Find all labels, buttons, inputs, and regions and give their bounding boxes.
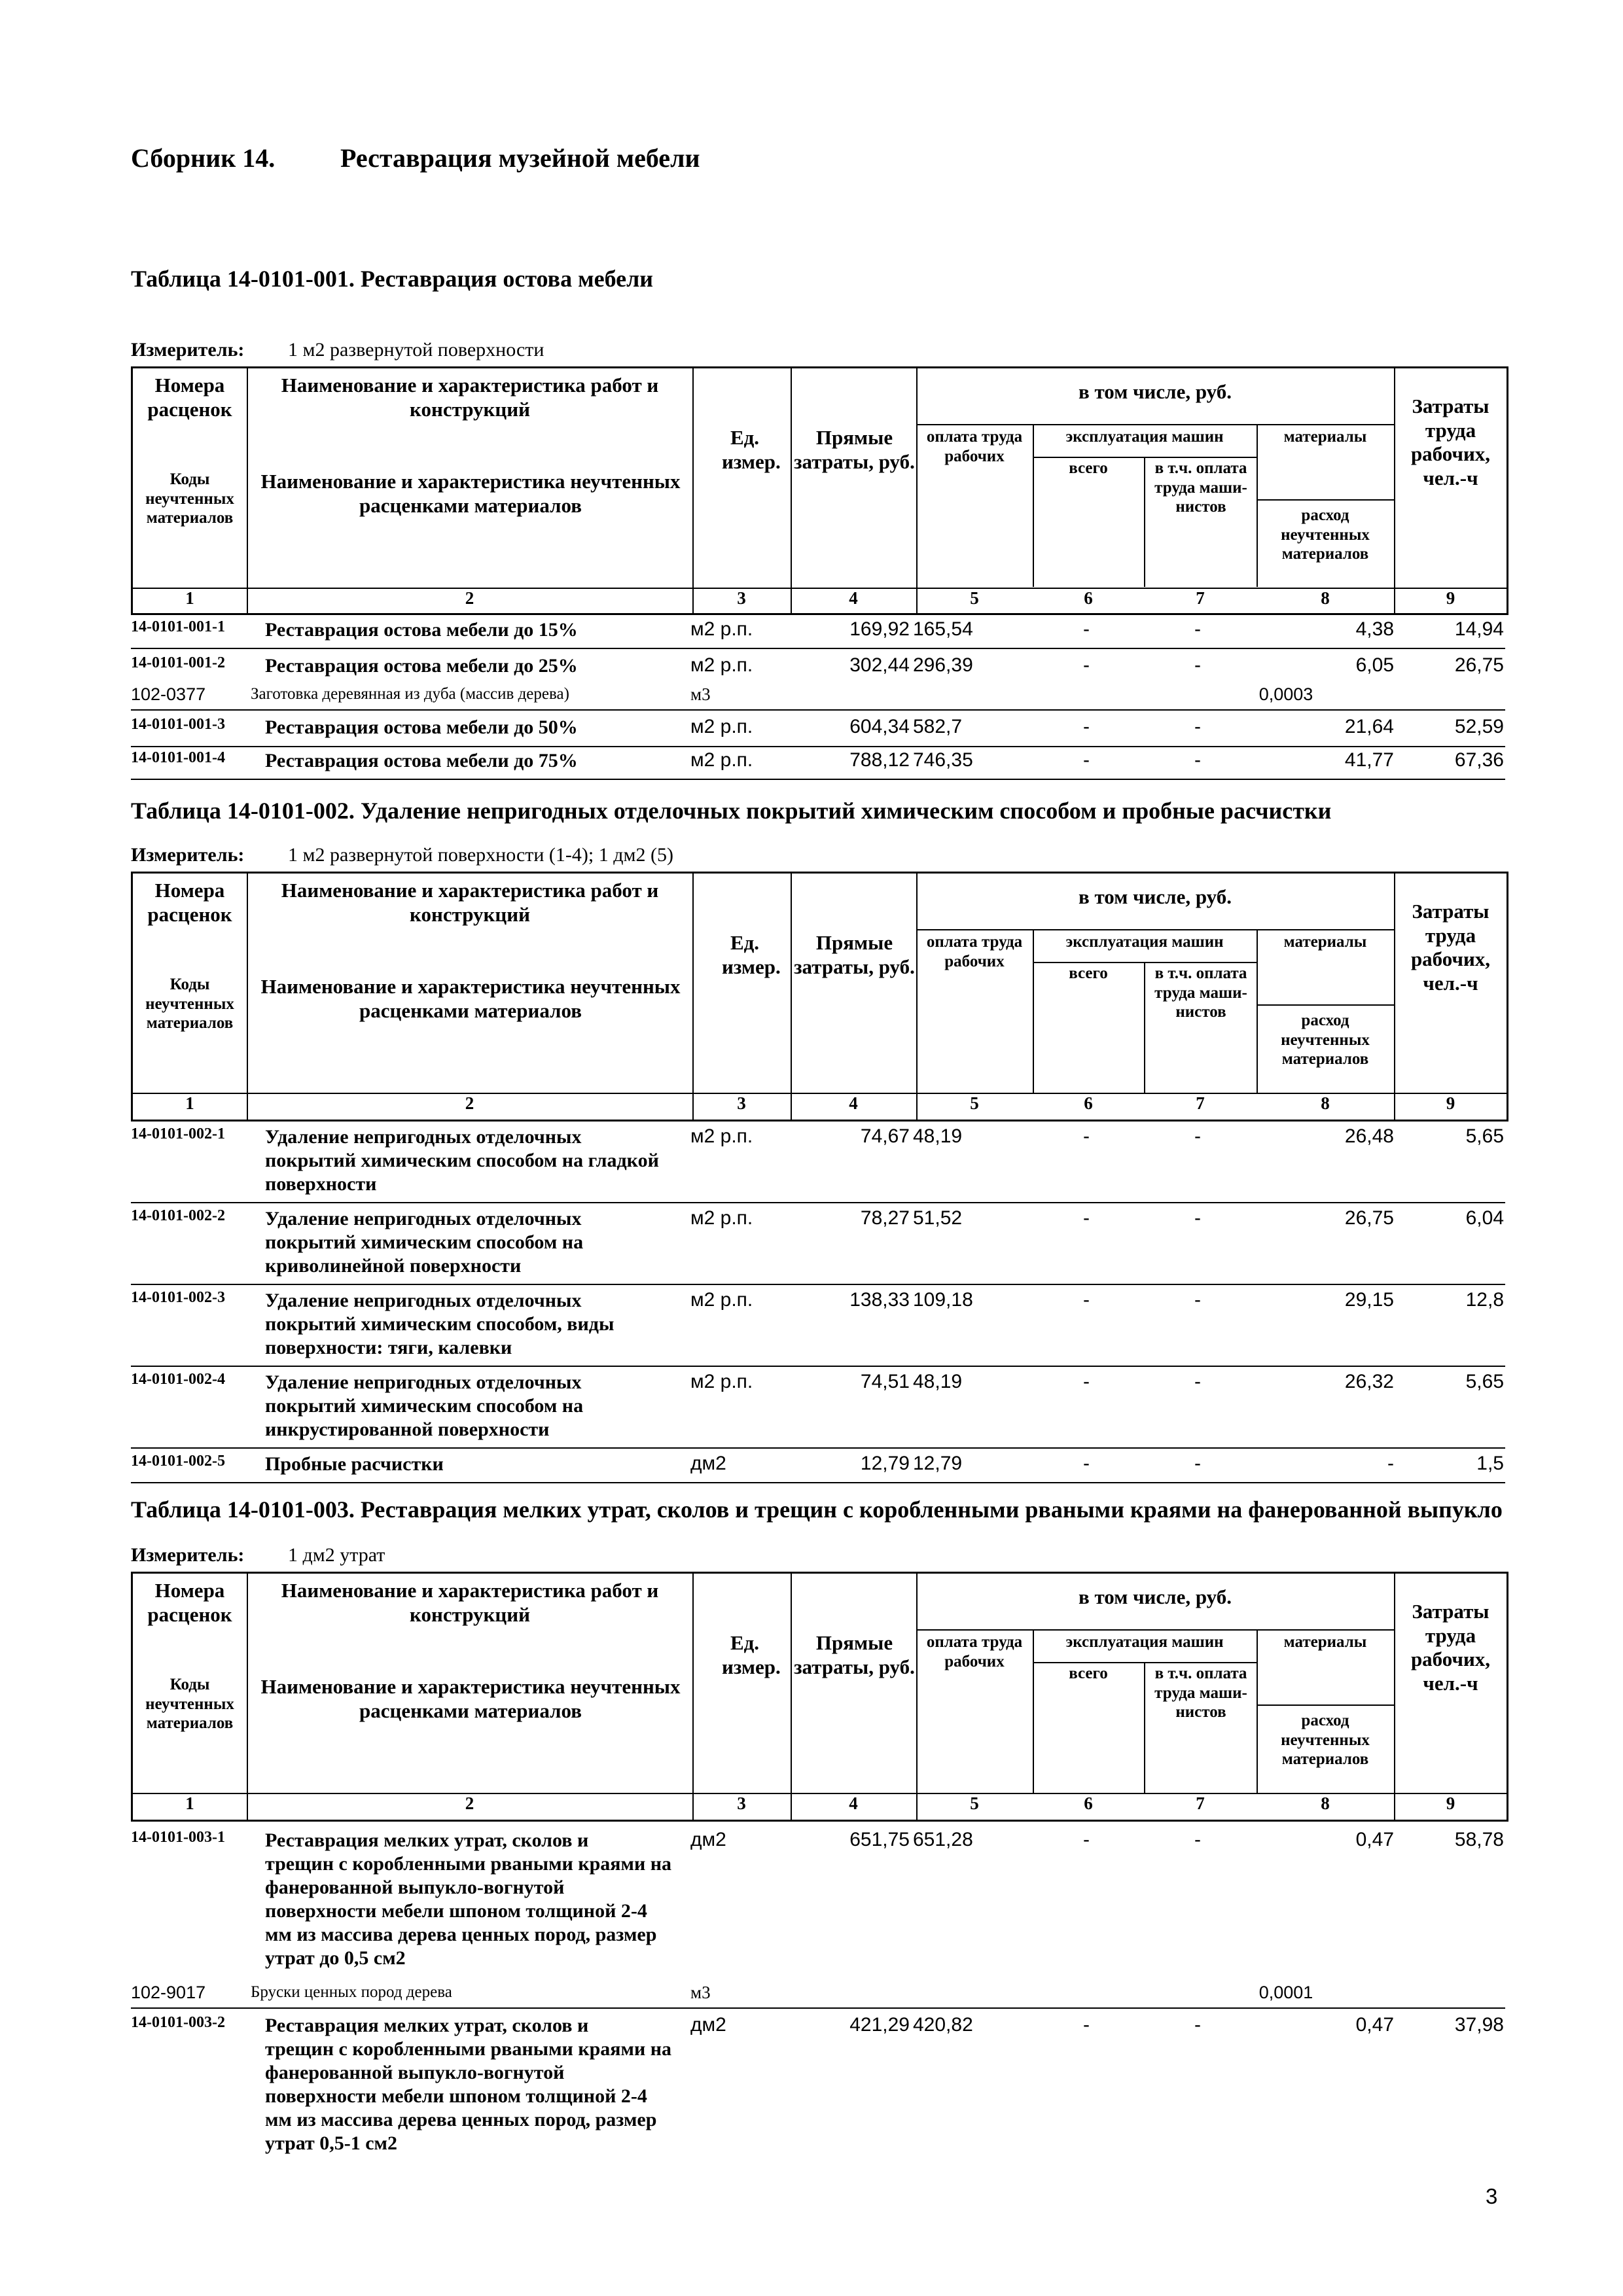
col-machines-total: всего	[1069, 1665, 1108, 1682]
col-num: 8	[1321, 1093, 1330, 1113]
row-hours: 14,94	[1454, 618, 1504, 640]
name-line: покрытий химическим способом, виды	[265, 1313, 615, 1335]
row-code: 14-0101-002-1	[131, 1125, 225, 1142]
col-num: 1	[185, 1793, 194, 1813]
page-number: 3	[1486, 2184, 1498, 2208]
table-row	[131, 654, 1505, 682]
row-hours: 1,5	[1476, 1453, 1504, 1474]
name-line: покрытий химическим способом на	[265, 1395, 584, 1417]
row-labor: 109,18	[913, 1289, 973, 1311]
col-workhours: Затраты труда рабочих, чел.-ч	[1410, 900, 1491, 995]
row-direct: 12,79	[860, 1453, 910, 1474]
row-labor: 296,39	[913, 654, 973, 676]
name-line: Реставрация мелких утрат, сколов и	[265, 1829, 589, 1851]
meter-label: Измеритель:	[131, 339, 245, 361]
row-name: Реставрация остова мебели до 15%	[265, 619, 578, 641]
col-num: 4	[849, 1793, 858, 1813]
row-direct: 302,44	[849, 654, 910, 676]
col-num: 9	[1446, 588, 1455, 608]
row-code: 14-0101-002-5	[131, 1453, 225, 1470]
row-unit: дм2	[690, 1453, 726, 1474]
row-labor: 48,19	[913, 1371, 963, 1392]
row-materials: 26,48	[1344, 1125, 1394, 1147]
col-num: 3	[737, 1093, 746, 1113]
col-num: 8	[1321, 588, 1330, 608]
row-direct: 421,29	[849, 2014, 910, 2036]
col2-bottom: Наименование и характеристика неучтенных расценками материалов	[260, 975, 681, 1022]
row-name	[265, 1371, 697, 1441]
row-materials: 0,47	[1355, 1829, 1394, 1850]
row-qty: 0,0001	[1258, 1983, 1313, 2002]
col-machines-total: всего	[1069, 964, 1108, 982]
col2-top: Наименование и характеристика работ и конструкций	[281, 374, 659, 421]
collection-name: Реставрация музейной мебели	[340, 143, 700, 173]
row-direct: 138,33	[849, 1289, 910, 1311]
row-name: Бруски ценных пород дерева	[251, 1983, 452, 2001]
meter-1	[131, 339, 544, 361]
row-code: 14-0101-001-1	[131, 618, 225, 635]
row-mach: -	[1083, 1453, 1090, 1474]
row-mach: -	[1083, 1289, 1090, 1311]
meter-label: Измеритель:	[131, 844, 245, 866]
name-line: поверхности мебели шпоном толщиной 2-4	[265, 2085, 647, 2107]
row-name	[265, 1289, 697, 1360]
col-num: 7	[1196, 1093, 1205, 1113]
row-hours: 67,36	[1454, 749, 1504, 771]
row-unit: м2 р.п.	[690, 1207, 753, 1229]
row-direct: 788,12	[849, 749, 910, 771]
row-hours: 6,04	[1465, 1207, 1504, 1229]
row-mach: -	[1083, 1125, 1090, 1147]
col-machines-labor: в т.ч. оплата труда маши-нистов	[1154, 1665, 1247, 1721]
table-row	[131, 618, 1505, 649]
row-hours: 37,98	[1454, 2014, 1504, 2036]
col-num: 1	[185, 1093, 194, 1113]
name-line: мм из массива дерева ценных пород, размер	[265, 1924, 657, 1945]
material-row	[131, 1983, 1505, 2009]
row-hours: 52,59	[1454, 716, 1504, 737]
col-labor: оплата труда рабочих	[926, 1633, 1023, 1670]
col-workhours: Затраты труда рабочих, чел.-ч	[1410, 395, 1491, 489]
col-num: 4	[849, 1093, 858, 1113]
row-mach: -	[1083, 1829, 1090, 1850]
meter-3	[131, 1544, 385, 1566]
row-direct: 74,67	[860, 1125, 910, 1147]
row-name: Заготовка деревянная из дуба (массив дерева)	[251, 685, 569, 703]
table-row	[131, 1453, 1505, 1483]
name-line: трещин с коробленными рваными краями на	[265, 2038, 672, 2060]
col-num: 9	[1446, 1093, 1455, 1113]
row-code: 14-0101-002-2	[131, 1207, 225, 1224]
row-code: 102-0377	[131, 684, 206, 704]
name-line: утрат до 0,5 см2	[265, 1947, 406, 1969]
col-num: 6	[1084, 1093, 1093, 1113]
col-num: 7	[1196, 1793, 1205, 1813]
row-materials: 29,15	[1344, 1289, 1394, 1311]
col1-bottom: Коды неучтенных материалов	[145, 1676, 234, 1732]
col-materials-unaccounted: расход неучтенных материалов	[1281, 1012, 1370, 1068]
row-mach: -	[1083, 654, 1090, 676]
name-line: фанерованной выпукло-вогнутой	[265, 2062, 565, 2083]
name-line: Удаление непригодных отделочных	[265, 1126, 582, 1148]
meter-2	[131, 844, 673, 866]
row-unit: м2 р.п.	[690, 654, 753, 676]
row-mach: -	[1083, 618, 1090, 640]
row-hours: 5,65	[1465, 1125, 1504, 1147]
col-materials: материалы	[1283, 1633, 1367, 1651]
row-labor: 12,79	[913, 1453, 963, 1474]
row-mach-labor: -	[1194, 1125, 1201, 1147]
col-num: 5	[970, 1093, 979, 1113]
row-code: 14-0101-001-2	[131, 654, 225, 671]
meter-value: 1 м2 развернутой поверхности	[288, 339, 544, 361]
table-header-1	[131, 366, 1508, 615]
name-line: инкрустированной поверхности	[265, 1419, 550, 1440]
col-num: 3	[737, 588, 746, 608]
row-unit: дм2	[690, 2014, 726, 2036]
row-unit: м2 р.п.	[690, 716, 753, 737]
col-num: 4	[849, 588, 858, 608]
row-mach-labor: -	[1194, 654, 1201, 676]
col-materials-unaccounted: расход неучтенных материалов	[1281, 1712, 1370, 1768]
name-line: Удаление непригодных отделочных	[265, 1208, 582, 1229]
name-line: поверхности мебели шпоном толщиной 2-4	[265, 1900, 647, 1922]
col-num: 9	[1446, 1793, 1455, 1813]
name-line: Реставрация мелких утрат, сколов и	[265, 2015, 589, 2036]
name-line: покрытий химическим способом на гладкой	[265, 1150, 659, 1171]
col1-bottom: Коды неучтенных материалов	[145, 470, 234, 527]
row-code: 14-0101-003-1	[131, 1829, 225, 1846]
name-line: фанерованной выпукло-вогнутой	[265, 1877, 565, 1898]
row-labor: 651,28	[913, 1829, 973, 1850]
row-name: Реставрация остова мебели до 75%	[265, 750, 578, 771]
row-mach-labor: -	[1194, 1207, 1201, 1229]
row-name	[265, 1207, 697, 1278]
row-mach-labor: -	[1194, 749, 1201, 771]
col-machines-labor: в т.ч. оплата труда маши-нистов	[1154, 964, 1247, 1021]
row-materials: 41,77	[1344, 749, 1394, 771]
row-name: Пробные расчистки	[265, 1453, 444, 1475]
col-num: 2	[465, 1793, 474, 1813]
row-mach-labor: -	[1194, 1829, 1201, 1850]
row-code: 14-0101-001-3	[131, 716, 225, 733]
table-title-3: Таблица 14-0101-003. Реставрация мелких утрат, сколов и трещин с коробленными рваными краями на фанерованной выпукло	[131, 1496, 1503, 1523]
row-unit: м2 р.п.	[690, 1371, 753, 1392]
name-line: Удаление непригодных отделочных	[265, 1371, 582, 1393]
col1-top: Номера расценок	[147, 374, 232, 421]
row-mach-labor: -	[1194, 1289, 1201, 1311]
table-row	[131, 1207, 1505, 1285]
col2-top: Наименование и характеристика работ и конструкций	[281, 879, 659, 926]
meter-value: 1 дм2 утрат	[288, 1544, 385, 1566]
col2-bottom: Наименование и характеристика неучтенных расценками материалов	[260, 470, 681, 517]
row-mach-labor: -	[1194, 618, 1201, 640]
row-labor: 746,35	[913, 749, 973, 771]
col-direct: Прямые затраты, руб.	[794, 426, 915, 473]
col-incl: в том числе, руб.	[1078, 1585, 1232, 1608]
meter-label: Измеритель:	[131, 1544, 245, 1566]
col-unit: Ед. измер.	[722, 931, 781, 978]
table-row	[131, 716, 1505, 747]
table-header-3	[131, 1572, 1508, 1822]
name-line: Удаление непригодных отделочных	[265, 1290, 582, 1311]
row-code: 14-0101-002-4	[131, 1371, 225, 1388]
table-row	[131, 1125, 1505, 1203]
row-mach-labor: -	[1194, 1453, 1201, 1474]
row-name: Реставрация остова мебели до 25%	[265, 655, 578, 677]
row-mach-labor: -	[1194, 2014, 1201, 2036]
name-line: покрытий химическим способом на	[265, 1231, 584, 1253]
row-name	[265, 1125, 697, 1196]
name-line: трещин с коробленными рваными краями на	[265, 1853, 672, 1875]
col-machines: эксплуатация машин	[1065, 933, 1224, 951]
col1-bottom: Коды неучтенных материалов	[145, 976, 234, 1032]
row-hours: 12,8	[1465, 1289, 1504, 1311]
row-name	[265, 1829, 697, 1970]
col-machines: эксплуатация машин	[1065, 1633, 1224, 1651]
row-code: 14-0101-002-3	[131, 1289, 225, 1306]
col-unit: Ед. измер.	[722, 426, 781, 473]
name-line: утрат 0,5-1 см2	[265, 2132, 397, 2154]
col2-bottom: Наименование и характеристика неучтенных расценками материалов	[260, 1675, 681, 1722]
row-materials: 26,32	[1344, 1371, 1394, 1392]
row-mach-labor: -	[1194, 716, 1201, 737]
name-line: мм из массива дерева ценных пород, размер	[265, 2109, 657, 2130]
row-labor: 420,82	[913, 2014, 973, 2036]
col1-top: Номера расценок	[147, 879, 232, 926]
row-qty: 0,0003	[1258, 684, 1313, 704]
row-labor: 51,52	[913, 1207, 963, 1229]
row-materials: 21,64	[1344, 716, 1394, 737]
row-unit: м2 р.п.	[690, 1289, 753, 1311]
row-mach: -	[1083, 1371, 1090, 1392]
row-unit: дм2	[690, 1829, 726, 1850]
row-unit: м3	[690, 1983, 711, 2002]
table-header-2	[131, 872, 1508, 1122]
col-incl: в том числе, руб.	[1078, 380, 1232, 403]
row-mach: -	[1083, 716, 1090, 737]
row-materials: 6,05	[1355, 654, 1394, 676]
col-num: 5	[970, 1793, 979, 1813]
row-materials: 26,75	[1344, 1207, 1394, 1229]
name-line: поверхности	[265, 1173, 377, 1195]
table-row	[131, 1371, 1505, 1449]
table-title-2: Таблица 14-0101-002. Удаление непригодных отделочных покрытий химическим способом и пробные расчистки	[131, 798, 1332, 824]
col-num: 6	[1084, 588, 1093, 608]
col-materials: материалы	[1283, 933, 1367, 951]
row-direct: 78,27	[860, 1207, 910, 1229]
col-workhours: Затраты труда рабочих, чел.-ч	[1410, 1600, 1491, 1695]
col-machines-labor: в т.ч. оплата труда маши-нистов	[1154, 459, 1247, 516]
col-num: 6	[1084, 1793, 1093, 1813]
col-machines: эксплуатация машин	[1065, 428, 1224, 446]
row-labor: 48,19	[913, 1125, 963, 1147]
col-num: 2	[465, 1093, 474, 1113]
col-num: 8	[1321, 1793, 1330, 1813]
row-hours: 58,78	[1454, 1829, 1504, 1850]
col-num: 3	[737, 1793, 746, 1813]
col-num: 2	[465, 588, 474, 608]
row-code: 102-9017	[131, 1983, 206, 2002]
collection-number: Сборник 14.	[131, 143, 276, 173]
row-code: 14-0101-003-2	[131, 2014, 225, 2031]
row-unit: м2 р.п.	[690, 618, 753, 640]
row-name	[265, 2014, 697, 2155]
col-num: 7	[1196, 588, 1205, 608]
row-hours: 26,75	[1454, 654, 1504, 676]
collection-title	[131, 143, 700, 173]
col-machines-total: всего	[1069, 459, 1108, 477]
row-materials: 0,47	[1355, 2014, 1394, 2036]
col-num: 1	[185, 588, 194, 608]
row-unit: м2 р.п.	[690, 749, 753, 771]
row-mach: -	[1083, 1207, 1090, 1229]
row-materials: -	[1387, 1453, 1394, 1474]
table-row	[131, 2014, 1505, 2164]
row-labor: 165,54	[913, 618, 973, 640]
row-direct: 651,75	[849, 1829, 910, 1850]
col-unit: Ед. измер.	[722, 1631, 781, 1678]
row-mach-labor: -	[1194, 1371, 1201, 1392]
col-num: 5	[970, 588, 979, 608]
row-mach: -	[1083, 2014, 1090, 2036]
name-line: криволинейной поверхности	[265, 1255, 522, 1277]
col-materials-unaccounted: расход неучтенных материалов	[1281, 506, 1370, 563]
col-incl: в том числе, руб.	[1078, 885, 1232, 908]
col-direct: Прямые затраты, руб.	[794, 1631, 915, 1678]
col-materials: материалы	[1283, 428, 1367, 446]
name-line: поверхности: тяги, калевки	[265, 1337, 512, 1358]
row-mach: -	[1083, 749, 1090, 771]
row-unit: м2 р.п.	[690, 1125, 753, 1147]
row-direct: 169,92	[849, 618, 910, 640]
row-materials: 4,38	[1355, 618, 1394, 640]
col-direct: Прямые затраты, руб.	[794, 931, 915, 978]
col-labor: оплата труда рабочих	[926, 933, 1023, 970]
row-direct: 74,51	[860, 1371, 910, 1392]
col2-top: Наименование и характеристика работ и конструкций	[281, 1579, 659, 1626]
table-row	[131, 1829, 1505, 1979]
row-name: Реставрация остова мебели до 50%	[265, 716, 578, 738]
row-hours: 5,65	[1465, 1371, 1504, 1392]
meter-value: 1 м2 развернутой поверхности (1-4); 1 дм2 (5)	[288, 844, 673, 866]
col1-top: Номера расценок	[147, 1579, 232, 1626]
table-title-1: Таблица 14-0101-001. Реставрация остова мебели	[131, 266, 654, 292]
row-code: 14-0101-001-4	[131, 749, 225, 766]
row-direct: 604,34	[849, 716, 910, 737]
material-row	[131, 684, 1505, 711]
row-labor: 582,7	[913, 716, 963, 737]
col-labor: оплата труда рабочих	[926, 428, 1023, 465]
row-unit: м3	[690, 684, 711, 704]
table-row	[131, 749, 1505, 780]
table-row	[131, 1289, 1505, 1367]
